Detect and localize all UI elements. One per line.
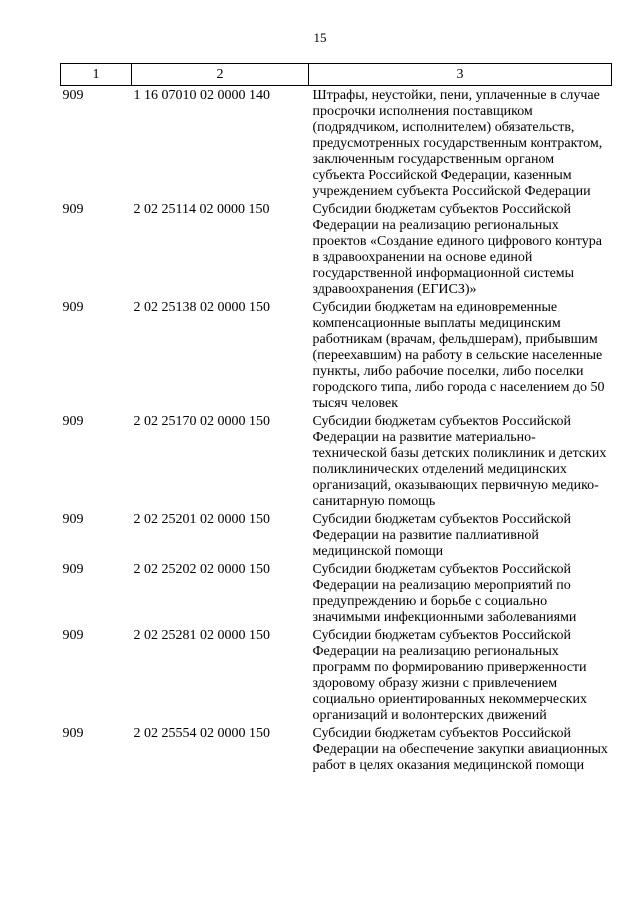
admin-code-cell: 909 [62,512,84,527]
description-cell: Субсидии бюджетам субъектов Российской Федерации на развитие материально-технической базы детских поликлиник и детских поликлинических отделений медицинских организаций, оказывающих первичную медико-санитарную помощь [312,414,607,509]
admin-code-cell: 909 [62,414,84,429]
admin-code-cell: 909 [62,300,84,315]
admin-code-cell: 909 [62,726,84,741]
column-header-1: 1 [61,64,132,86]
budget-code-cell: 2 02 25202 02 0000 150 [133,562,270,577]
description-cell: Субсидии бюджетам на единовременные компенсационные выплаты медицинским работникам (врачам, фельдшерам), прибывшим (переехавшим) на работу в сельские населенные пункты, либо рабочие поселки, либо поселки городского типа, либо города с населением до 50 тысяч человек [312,300,605,411]
budget-code-cell: 2 02 25201 02 0000 150 [133,512,270,527]
budget-code-cell: 2 02 25281 02 0000 150 [133,628,270,643]
description-cell: Субсидии бюджетам субъектов Российской Федерации на реализацию региональных проектов «Создание единого цифрового контура в здравоохранении на основе единой государственной информационной системы здравоохранения (ЕГИСЗ)» [312,202,602,297]
budget-code-cell: 2 02 25138 02 0000 150 [133,300,270,315]
table-header [61,64,612,86]
description-cell: Субсидии бюджетам субъектов Российской Федерации на обеспечение закупки авиационных работ в целях оказания медицинской помощи [312,726,608,773]
table-row [61,412,612,510]
budget-code-cell: 2 02 25554 02 0000 150 [133,726,270,741]
admin-code-cell: 909 [62,88,84,103]
table-row [61,724,612,774]
description-cell: Штрафы, неустойки, пени, уплаченные в случае просрочки исполнения поставщиком (подрядчиком, исполнителем) обязательств, предусмотренных государственным контрактом, заключенным государственным органом субъекта Российской Федерации, казенным учреждением субъекта Российской Федерации [312,88,603,199]
table-header-row [61,64,612,86]
admin-code-cell: 909 [62,202,84,217]
table-body [61,86,612,775]
description-cell: Субсидии бюджетам субъектов Российской Федерации на развитие паллиативной медицинской помощи [312,512,572,559]
admin-code-cell: 909 [62,562,84,577]
page-number: 15 [313,30,327,45]
table-row [61,510,612,560]
description-cell: Субсидии бюджетам субъектов Российской Федерации на реализацию мероприятий по предупреждению и борьбе с социально значимыми инфекционными заболеваниями [312,562,577,625]
table-row [61,626,612,724]
description-cell: Субсидии бюджетам субъектов Российской Федерации на реализацию региональных программ по формированию приверженности здоровому образу жизни с привлечением социально ориентированных некоммерческих организаций и волонтерских движений [312,628,587,723]
table-row [61,86,612,201]
table-row [61,200,612,298]
budget-code-cell: 1 16 07010 02 0000 140 [133,88,270,103]
column-header-3: 3 [309,64,612,86]
budget-code-cell: 2 02 25170 02 0000 150 [133,414,270,429]
budget-codes-table [60,63,612,774]
table-row [61,298,612,412]
budget-code-cell: 2 02 25114 02 0000 150 [133,202,270,217]
table-row [61,560,612,626]
column-header-2: 2 [132,64,309,86]
admin-code-cell: 909 [62,628,84,643]
